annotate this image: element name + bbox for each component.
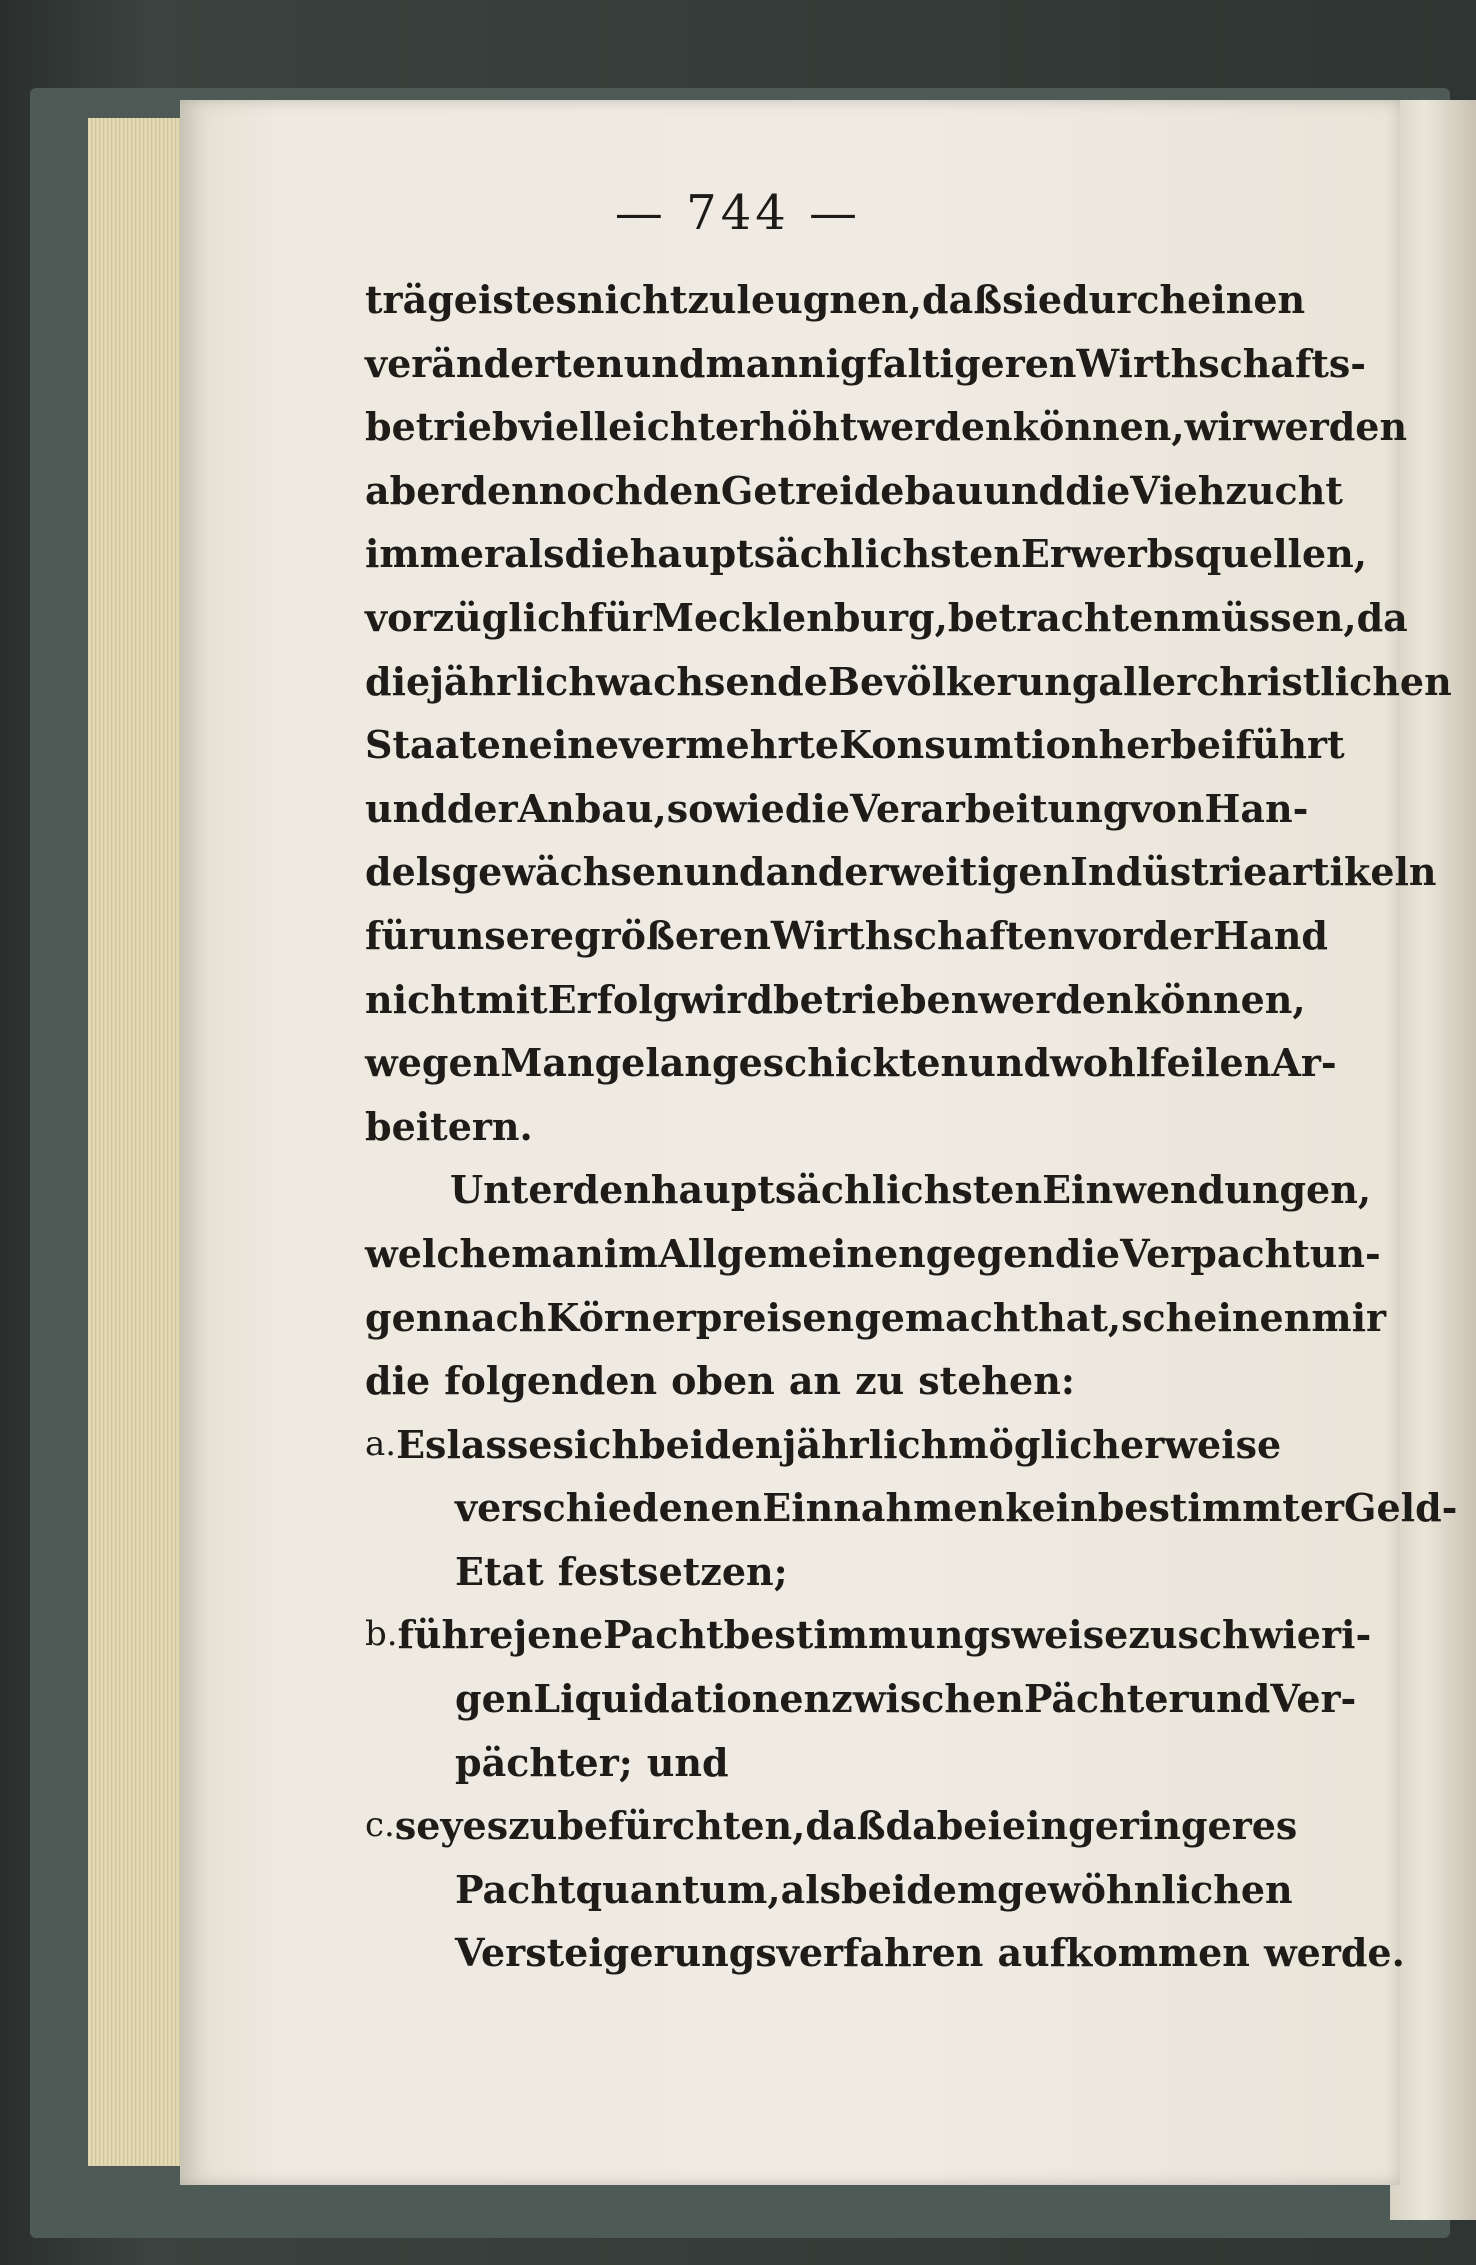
text-line: Staaten eine vermehrte Konsumtion herbeiführt [365,722,1345,768]
text-line: betrieb vielleicht erhöht werden können, wir werden [365,404,1408,450]
text-line: wegen Mangel an geschickten und wohlfeilen Ar- [365,1040,1337,1086]
list [365,1413,1458,1985]
item-label: c. [365,1805,395,1846]
list-item-c [365,1794,1405,1985]
list-item-a [365,1413,1458,1604]
text-line: Versteigerungsverfahren aufkommen werde. [455,1930,1405,1976]
text-line: c. sey es zu befürchten, daß dabei ein geringeres [365,1794,1270,1858]
text-line: beitern. [365,1103,533,1149]
text-line: die jährlich wachsende Bevölkerung aller christlichen [365,658,1452,704]
text-line: verschiedenen Einnahmen kein bestimmter Geld- [455,1485,1458,1531]
item-label: b. [365,1614,398,1655]
text-line: delsgewächsen und anderweitigen Indüstrieartikeln [365,849,1437,895]
text-line: Pachtquantum, als bei dem gewöhnlichen [455,1866,1293,1912]
text-line: immer als die hauptsächlichsten Erwerbsquellen, [365,531,1368,577]
text-line: gen Liquidationen zwischen Pächter und Ver- [455,1676,1357,1722]
text-line: a. Es lasse sich bei den jährlich möglicherweise [365,1413,1270,1477]
text-line: pächter; und [455,1739,729,1785]
text-line: Etat festsetzen; [455,1548,788,1594]
text-line: vorzüglich für Mecklenburg, betrachten müssen, da [365,594,1408,640]
text-line: für unsere größeren Wirthschaften vor der Hand [365,912,1328,958]
text-line: Unter den hauptsächlichsten Einwendungen, [450,1167,1372,1213]
text-line: veränderten und mannigfaltigeren Wirthschafts- [365,340,1367,386]
item-label: a. [365,1423,397,1464]
paragraph-1 [365,268,1452,1158]
text-line: welche man im Allgemeinen gegen die Verpachtun- [365,1230,1381,1276]
list-item-b [365,1603,1372,1794]
paragraph-2 [365,1158,1387,1412]
text-line: gen nach Körnerpreisen gemacht hat, scheinen mir [365,1294,1387,1340]
text-line: und der Anbau, so wie die Verarbeitung von Han- [365,785,1309,831]
page-text [365,268,1458,1985]
text-line: die folgenden oben an zu stehen: [365,1358,1075,1404]
page-number: — 744 — [614,185,862,241]
text-line: aber dennoch den Getreidebau und die Viehzucht [365,467,1343,513]
text-line: nicht mit Erfolg wird betrieben werden können, [365,976,1306,1022]
text-line: träge ist es nicht zu leugnen, daß sie durch einen [365,277,1306,322]
text-line: b. führe jene Pachtbestimmungsweise zu schwieri- [365,1603,1270,1667]
